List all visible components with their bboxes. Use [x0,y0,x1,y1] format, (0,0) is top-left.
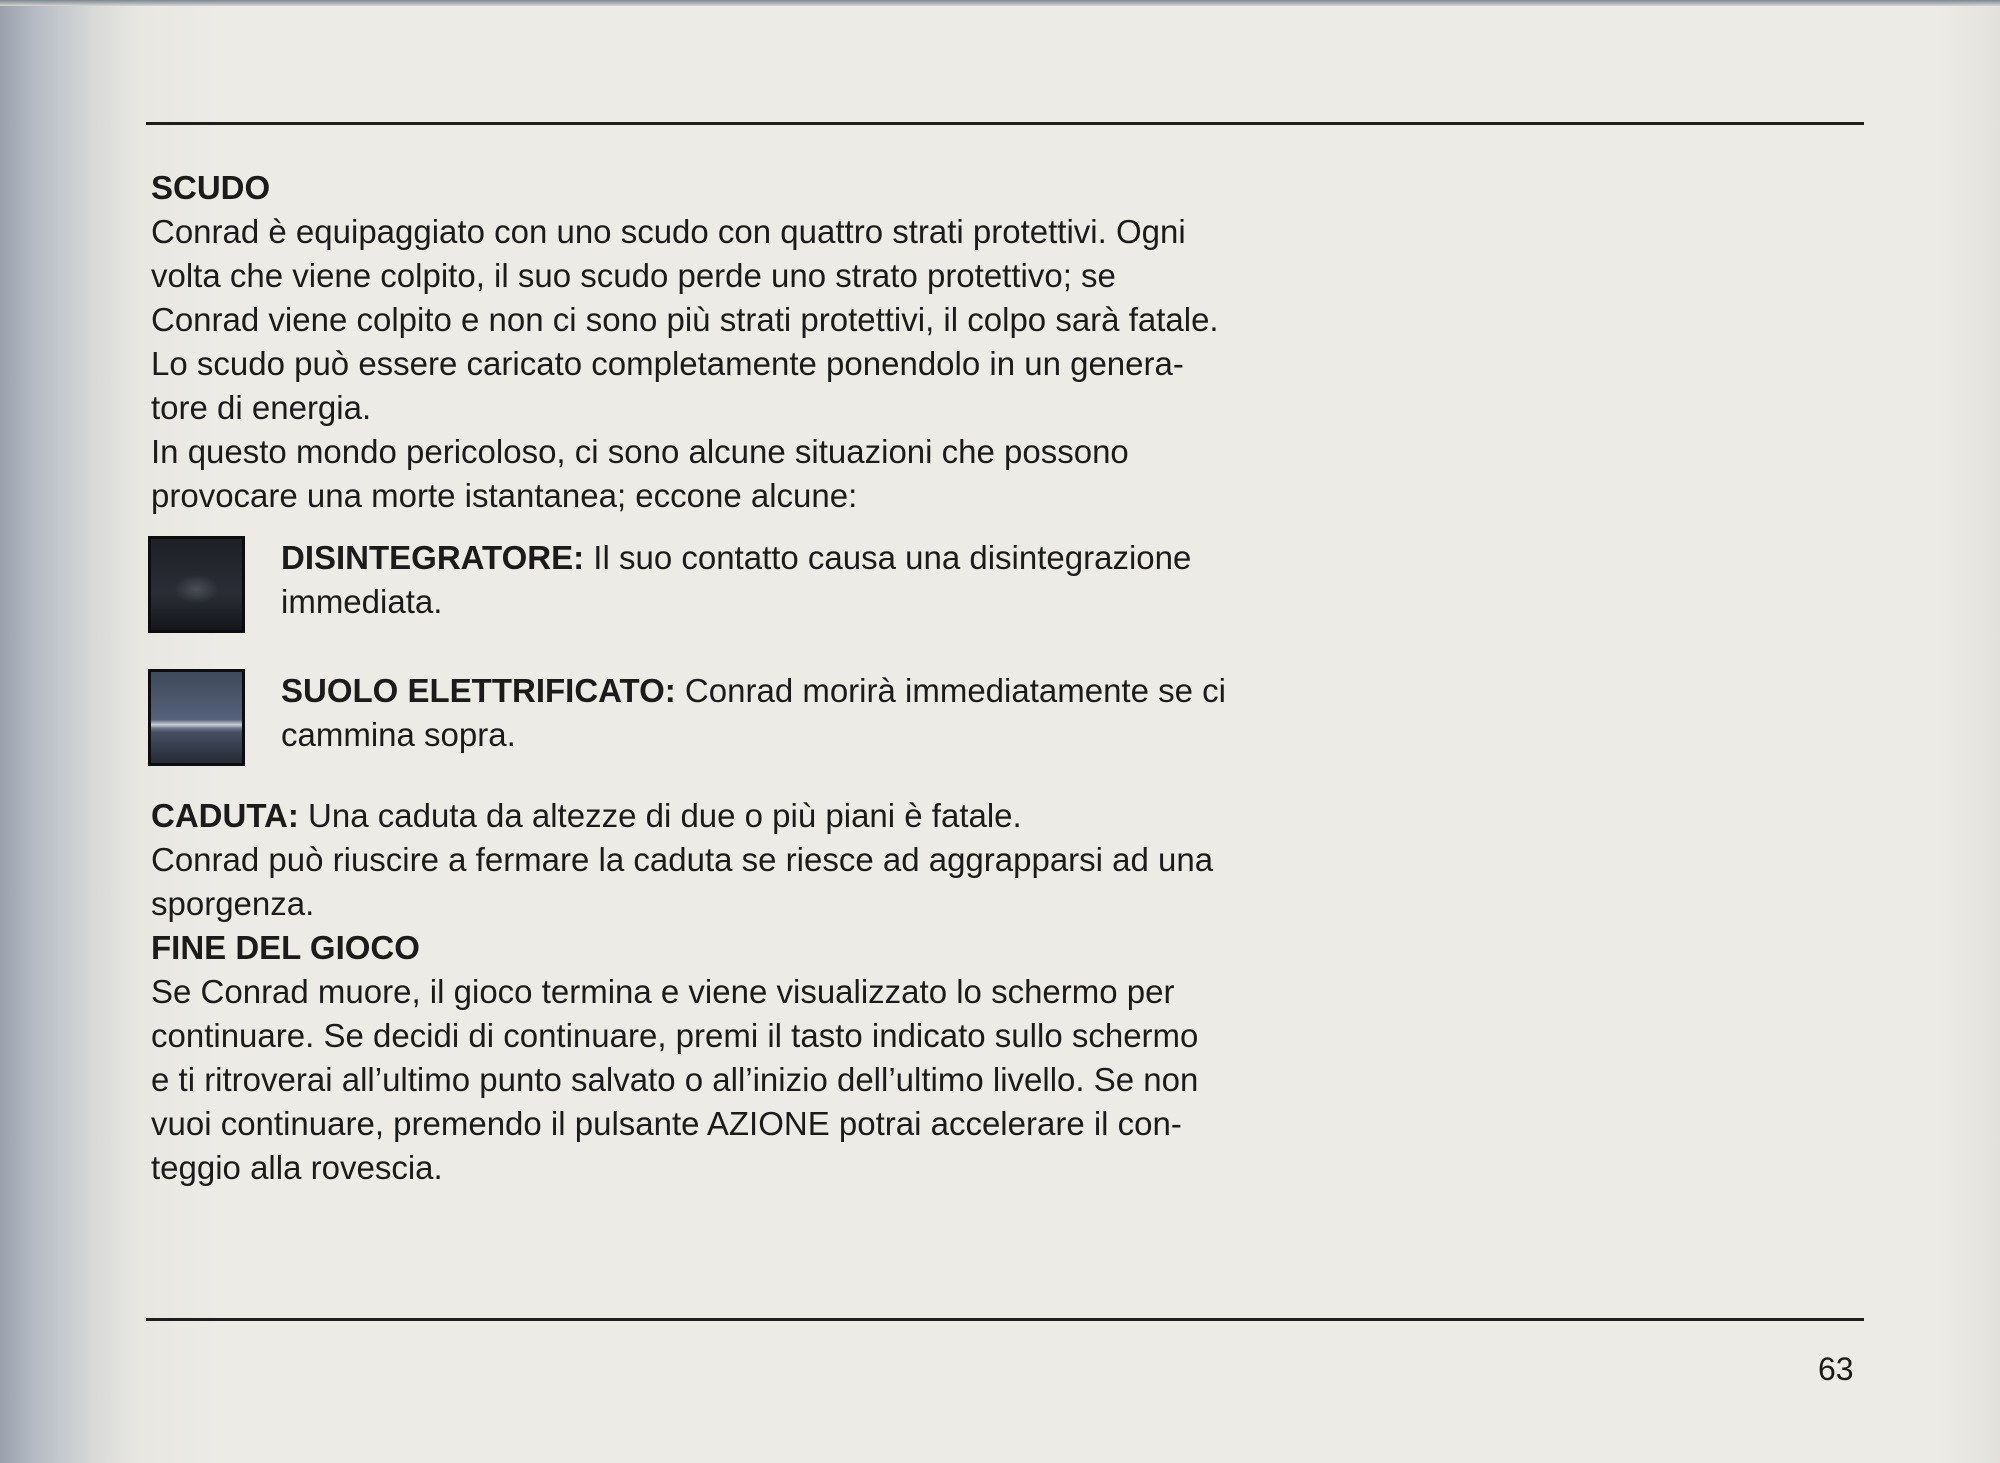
fine-line: e ti ritroverai all’ultimo punto salvato o all’inizio dell’ultimo livello. Se non [151,1061,1199,1098]
page-number: 63 [1818,1351,1854,1387]
scudo-line: tore di energia. [151,389,372,426]
section-title-fine-del-gioco: FINE DEL GIOCO [151,929,420,966]
bottom-rule [146,1318,1864,1321]
page-content [151,166,1351,1190]
electrified-floor-screenshot [148,669,245,766]
hazard-label: DISINTEGRATORE: [281,539,585,576]
hazard-disintegrator [151,536,1351,633]
fine-line: Se Conrad muore, il gioco termina e viene visualizzato lo schermo per [151,973,1175,1010]
top-rule [146,122,1864,125]
disintegrator-screenshot [148,536,245,633]
fine-line: vuoi continuare, premendo il pulsante AZIONE potrai accelerare il con- [151,1105,1182,1142]
scudo-line: In questo mondo pericoloso, ci sono alcune situazioni che possono [151,433,1129,470]
scudo-line: Lo scudo può essere caricato completamente ponendolo in un genera- [151,345,1184,382]
caduta-text: Una caduta da altezze di due o più piani è fatale. [298,797,1022,834]
hazard-description [281,536,1341,624]
fine-line: teggio alla rovescia. [151,1149,443,1186]
hazard-text: Conrad morirà immediatamente se ci [675,672,1226,709]
scudo-line: volta che viene colpito, il suo scudo perde uno strato protettivo; se [151,257,1116,294]
hazard-electrified-floor [151,669,1351,766]
scudo-line: provocare una morte istantanea; eccone alcune: [151,477,858,514]
hazard-description [281,669,1341,757]
hazard-text: Il suo contatto causa una disintegrazione [584,539,1192,576]
hazard-text: cammina sopra. [281,716,516,753]
section-title-scudo: SCUDO [151,169,271,206]
hazard-text: immediata. [281,583,443,620]
caduta-line: sporgenza. [151,885,315,922]
caduta-label: CADUTA: [151,797,299,834]
scudo-line: Conrad viene colpito e non ci sono più strati protettivi, il colpo sarà fatale. [151,301,1219,338]
fine-line: continuare. Se decidi di continuare, premi il tasto indicato sullo schermo [151,1017,1199,1054]
caduta-block [151,794,1351,926]
hazard-label: SUOLO ELETTRIFICATO: [281,672,676,709]
caduta-line: Conrad può riuscire a fermare la caduta se riesce ad aggrapparsi ad una [151,841,1214,878]
scudo-line: Conrad è equipaggiato con uno scudo con quattro strati protettivi. Ogni [151,213,1186,250]
page-top-edge [0,0,2000,6]
